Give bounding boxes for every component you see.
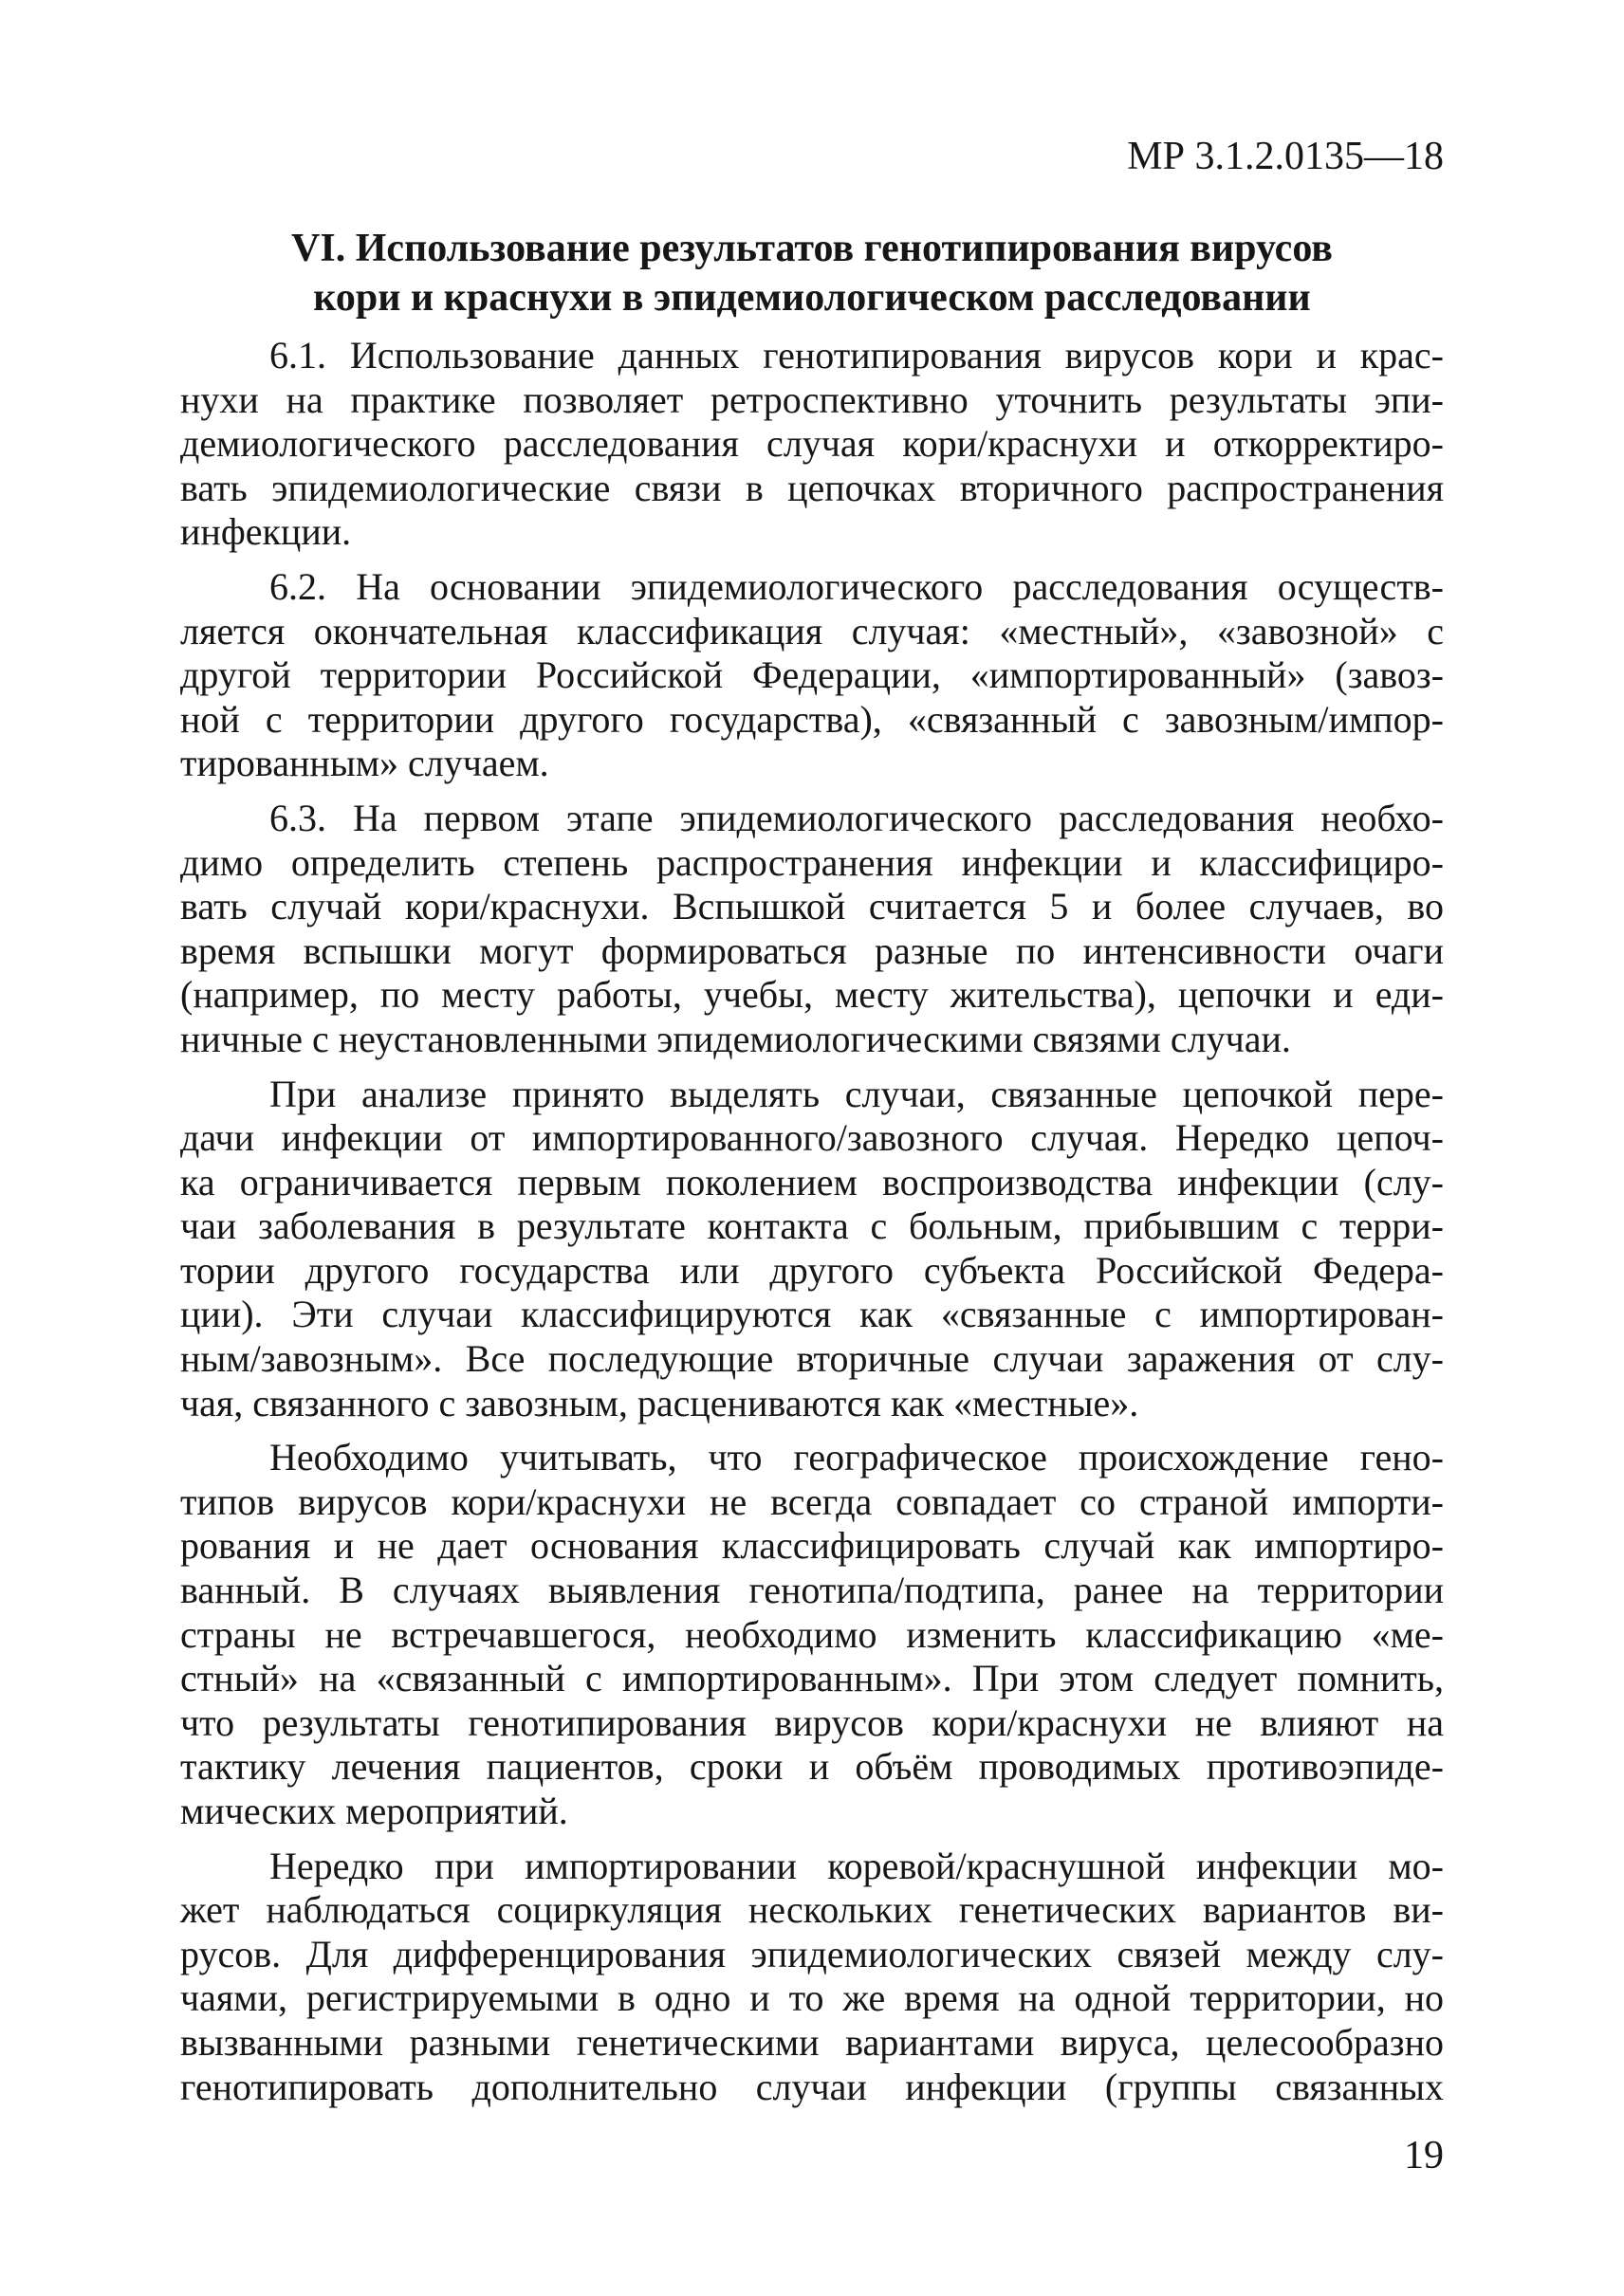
text-line: другой территории Российской Федерации, «импортированный» (завоз- [180, 653, 1444, 697]
text-line: демиологического расследования случая кори/краснухи и откорректиро- [180, 422, 1444, 466]
text-line: ции). Эти случаи классифицируются как «связанные с импортирован- [180, 1293, 1444, 1336]
text-line: время вспышки могут формироваться разные по интенсивности очаги [180, 928, 1444, 972]
text-line: тории другого государства или другого субъекта Российской Федера- [180, 1248, 1444, 1292]
document-code: МР 3.1.2.0135—18 [1127, 135, 1444, 178]
text-line: дачи инфекции от импортированного/завозного случая. Нередко цепоч- [180, 1116, 1444, 1160]
text-line: жет наблюдаться социркуляция нескольких генетических вариантов ви- [180, 1888, 1444, 1932]
text-line: димо определить степень распространения инфекции и классифициро- [180, 840, 1444, 884]
text-line: вать эпидемиологические связи в цепочках вторичного распространения [180, 466, 1444, 509]
text-line: ничные с неустановленными эпидемиологическими связями случаи. [180, 1017, 1291, 1060]
text-line: ка ограничивается первым поколением воспроизводства инфекции (слу- [180, 1160, 1444, 1203]
section-title-line-2: кори и краснухи в эпидемиологическом расследовании [313, 276, 1311, 320]
page-number: 19 [1404, 2134, 1444, 2177]
text-line: ным/завозным». Все последующие вторичные случаи заражения от слу- [180, 1337, 1444, 1381]
section-title [180, 224, 1444, 322]
paragraph-cocirculation [180, 1845, 1444, 2110]
text-line: (например, по месту работы, учебы, месту жительства), цепочки и еди- [180, 973, 1444, 1017]
paragraph-analysis [180, 1073, 1444, 1426]
text-line: тированным» случаем. [180, 742, 549, 785]
text-line: чаи заболевания в результате контакта с больным, прибывшим с терри- [180, 1204, 1444, 1248]
text-line: нухи на практике позволяет ретроспективно уточнить результаты эпи- [180, 377, 1444, 421]
paragraph-6-3 [180, 797, 1444, 1062]
paragraph-6-1 [180, 334, 1444, 555]
text-line: ванный. В случаях выявления генотипа/подтипа, ранее на территории [180, 1569, 1444, 1612]
paragraph-genotype-origin [180, 1436, 1444, 1833]
text-line: При анализе принято выделять случаи, связанные цепочкой пере- [269, 1072, 1444, 1115]
text-line: страны не встречавшегося, необходимо изменить классификацию «ме- [180, 1612, 1444, 1656]
text-line: ляется окончательная классификация случая: «местный», «завозной» с [180, 609, 1444, 652]
text-line: вать случай кори/краснухи. Вспышкой считается 5 и более случаев, во [180, 885, 1444, 928]
text-line: инфекции. [180, 510, 352, 554]
text-line: рования и не дает основания классифицировать случай как импортиро- [180, 1524, 1444, 1568]
paragraph-6-2 [180, 565, 1444, 786]
text-line: чаями, регистрируемыми в одно и то же время на одной территории, но [180, 1976, 1444, 2020]
text-line: типов вирусов кори/краснухи не всегда совпадает со страной импорти- [180, 1479, 1444, 1523]
text-line: стный» на «связанный с импортированным». При этом следует помнить, [180, 1657, 1444, 1700]
text-line: генотипировать дополнительно случаи инфекции (группы связанных [180, 2065, 1444, 2108]
text-line: Нередко при импортировании коревой/краснушной инфекции мо- [269, 1844, 1444, 1887]
text-line: Необходимо учитывать, что географическое происхождение гено- [269, 1436, 1444, 1479]
body-text [180, 334, 1444, 2120]
text-line: мических мероприятий. [180, 1790, 568, 1832]
text-line: тактику лечения пациентов, сроки и объём проводимых противоэпиде- [180, 1745, 1444, 1789]
text-line: что результаты генотипирования вирусов кори/краснухи не влияют на [180, 1700, 1444, 1744]
text-line: русов. Для дифференцирования эпидемиологических связей между слу- [180, 1932, 1444, 1975]
text-line: 6.3. На первом этапе эпидемиологического расследования необхо- [269, 796, 1444, 839]
text-line: вызванными разными генетическими вариантами вируса, целесообразно [180, 2020, 1444, 2064]
text-line: чая, связанного с завозным, расцениваются как «местные». [180, 1381, 1139, 1424]
section-title-line-1: VI. Использование результатов генотипирования вирусов [291, 227, 1333, 270]
text-line: 6.2. На основании эпидемиологического расследования осуществ- [269, 564, 1444, 608]
text-line: ной с территории другого государства), «связанный с завозным/импор- [180, 697, 1444, 741]
text-line: 6.1. Использование данных генотипирования вирусов кори и крас- [269, 334, 1444, 377]
